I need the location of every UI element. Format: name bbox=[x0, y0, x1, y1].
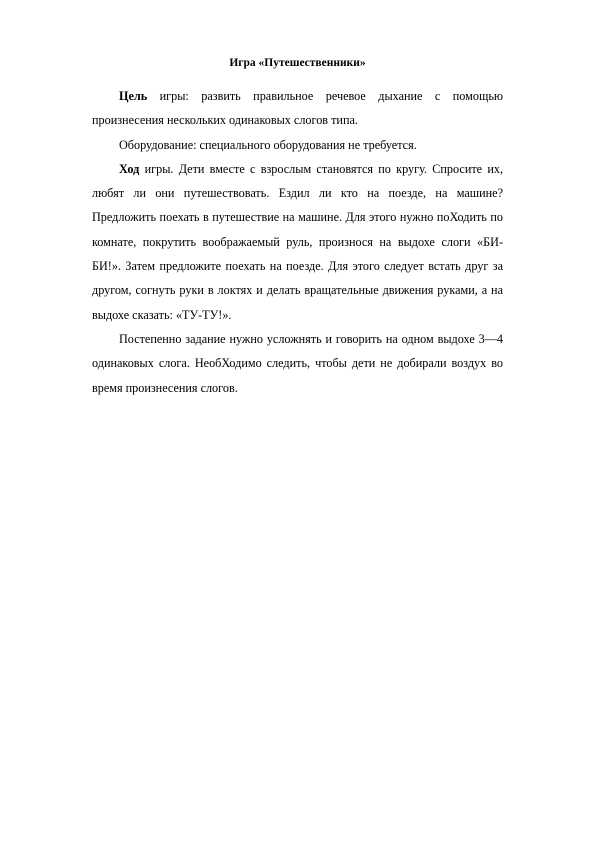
paragraph-equipment bbox=[92, 133, 503, 157]
paragraph-goal bbox=[92, 84, 503, 133]
document-title: Игра «Путешественники» bbox=[229, 57, 366, 69]
paragraph-text: Постепенно задание нужно усложнять и говорить на одном выдохе 3—4 одинаковых слога. НеобХодимо следить, чтобы дети не добирали воздух во время произнесения слогов. bbox=[92, 331, 503, 395]
paragraph-lead: Цель bbox=[119, 89, 148, 103]
paragraph-text: игры. Дети вместе с взрослым становятся по кругу. Спросите их, любят ли они путешествовать. Ездил ли кто на поезде, на машине? Предложить поехать в путешествие на машине. Для этого нужно поХодить по комнате, покрутить воображаемый руль, произнося на выдохе слоги «БИ-БИ!». Затем предложите поехать на поезде. Для этого следует встать друг за другом, согнуть руки в локтях и делать вращательные движения руками, а на выдохе сказать: «ТУ-ТУ!». bbox=[92, 161, 503, 322]
paragraph-text: игры: развить правильное речевое дыхание с помощью произнесения нескольких одинаковых слогов типа. bbox=[92, 89, 503, 128]
document-body bbox=[92, 84, 503, 400]
paragraph-text: Оборудование: специального оборудования не требуется. bbox=[119, 137, 417, 152]
paragraph-complication bbox=[92, 327, 503, 400]
paragraph-procedure bbox=[92, 157, 503, 327]
paragraph-lead: Ход bbox=[119, 161, 140, 176]
